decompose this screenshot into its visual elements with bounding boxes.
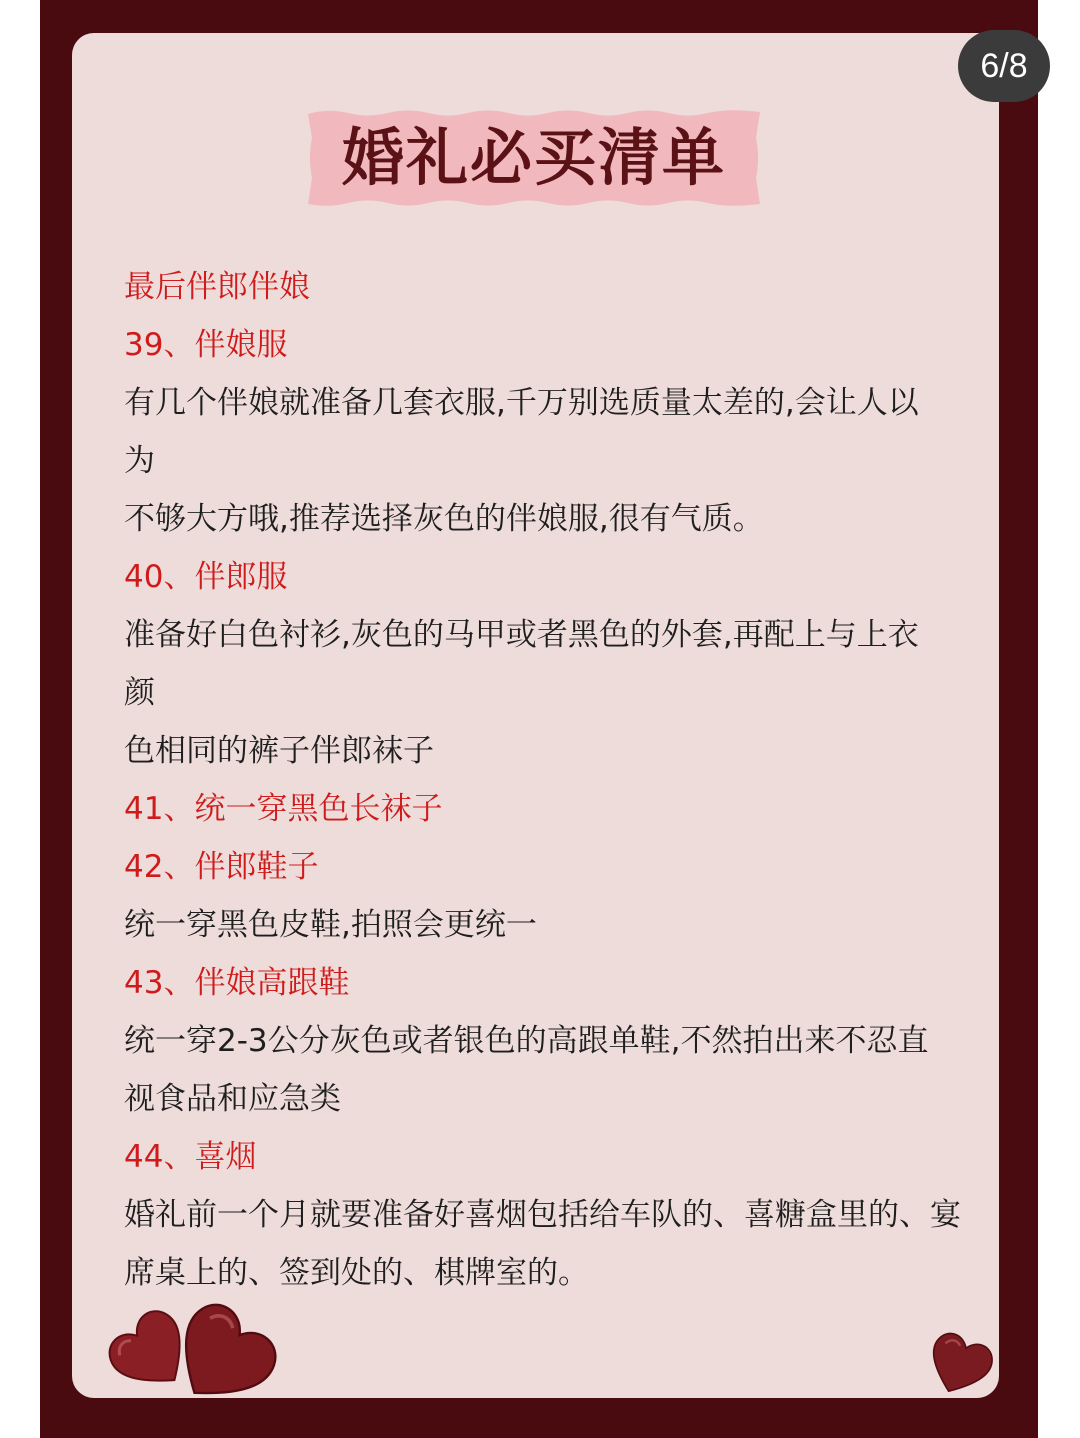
list-item: 准备好白色衬衫,灰色的马甲或者黑色的外套,再配上与上衣 — [124, 617, 919, 653]
heart-icon — [920, 1323, 999, 1398]
checklist-content — [124, 258, 1004, 1302]
list-item: 为 — [124, 443, 155, 479]
list-item: 41、统一穿黑色长袜子 — [124, 791, 443, 827]
list-item: 有几个伴娘就准备几套衣服,千万别选质量太差的,会让人以 — [124, 385, 919, 421]
heart-icon — [164, 1295, 284, 1398]
list-item: 颜 — [124, 675, 155, 711]
list-item: 最后伴郎伴娘 — [124, 269, 310, 305]
list-item: 43、伴娘高跟鞋 — [124, 965, 350, 1001]
list-item: 视食品和应急类 — [124, 1081, 341, 1117]
list-item: 44、喜烟 — [124, 1139, 257, 1175]
page-title: 婚礼必买清单 — [341, 121, 726, 194]
list-item: 不够大方哦,推荐选择灰色的伴娘服,很有气质。 — [124, 501, 764, 537]
page-indicator-badge: 6/8 — [958, 30, 1050, 102]
list-item: 统一穿2-3公分灰色或者银色的高跟单鞋,不然拍出来不忍直 — [124, 1023, 929, 1059]
list-item: 席桌上的、签到处的、棋牌室的。 — [124, 1255, 589, 1291]
list-item: 39、伴娘服 — [124, 327, 288, 363]
list-item: 40、伴郎服 — [124, 559, 288, 595]
list-item: 统一穿黑色皮鞋,拍照会更统一 — [124, 907, 537, 943]
title-banner — [308, 108, 760, 208]
list-item: 42、伴郎鞋子 — [124, 849, 319, 885]
list-item: 色相同的裤子伴郎袜子 — [124, 733, 434, 769]
list-item: 婚礼前一个月就要准备好喜烟包括给车队的、喜糖盒里的、宴 — [124, 1197, 961, 1233]
